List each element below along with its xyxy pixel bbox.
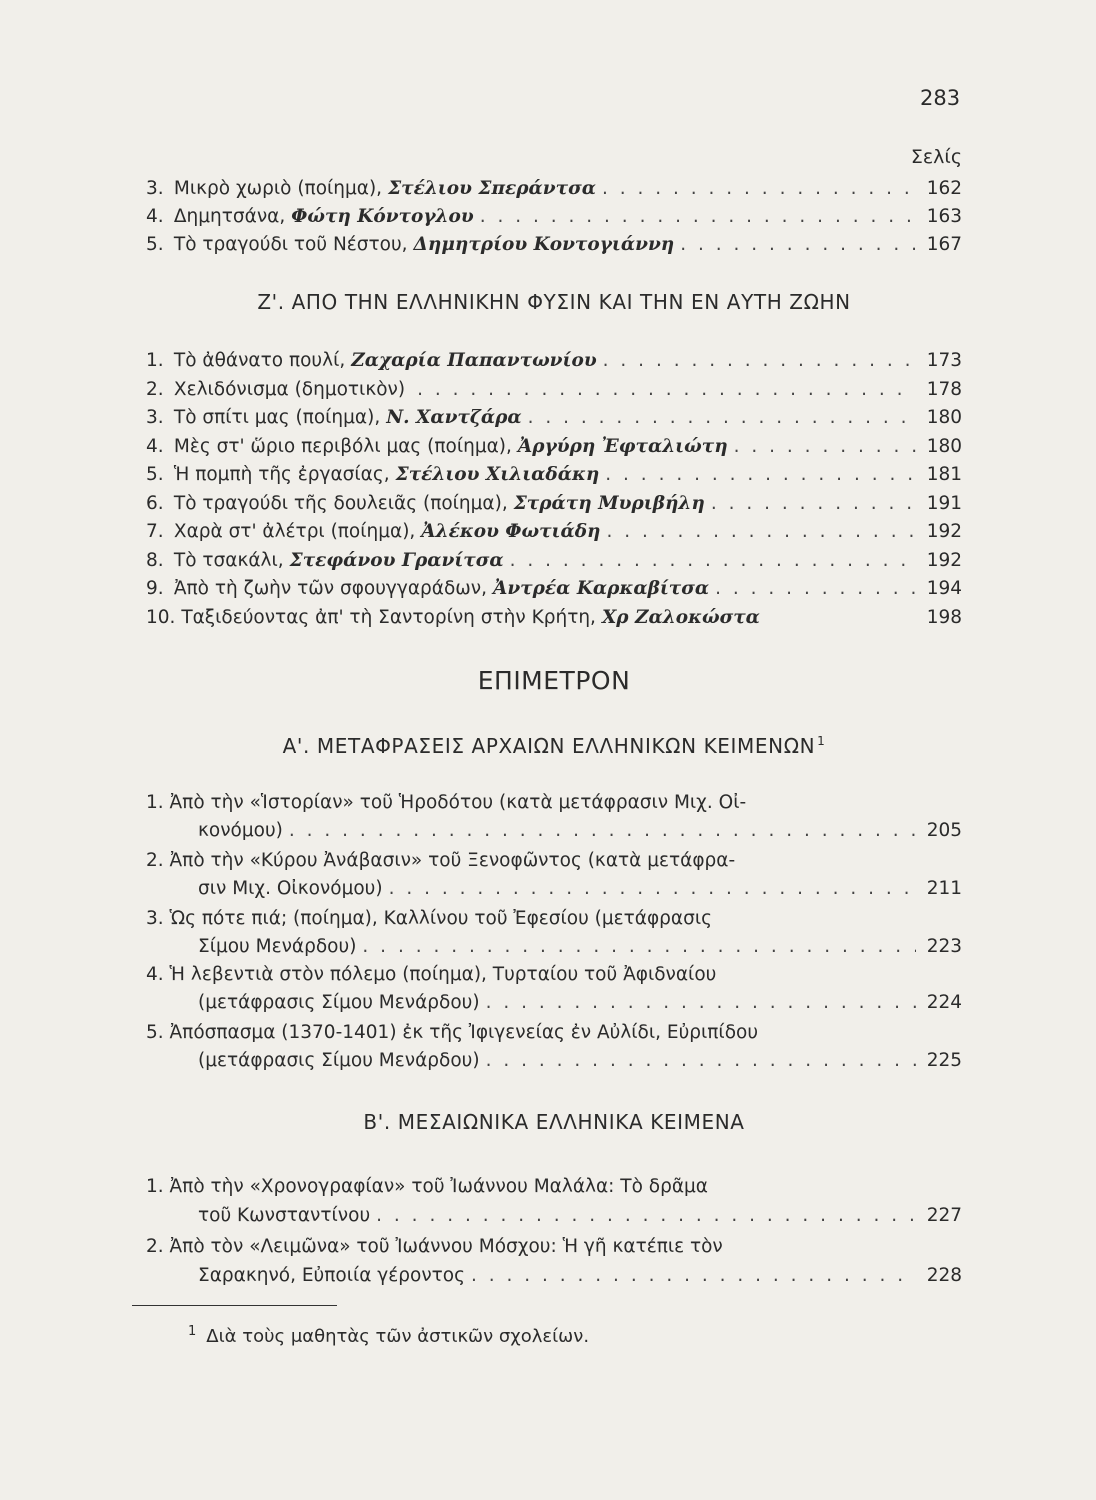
toc-entry-cont: (μετάφρασις Σίμου Μενάρδου) . . . 224	[198, 990, 962, 1016]
toc-entry-line: 3. Ὡς πότε πιά; (ποίημα), Καλλίνου τοῦ Ἐφεσίου (μετάφρασις	[146, 908, 712, 929]
epimetron-heading: ΕΠΙΜΕΤΡΟΝ	[477, 666, 631, 695]
toc-entry: 4. Μὲς στ' ὥριο περιβόλι μας (ποίημα), Ἀργύρη Ἐφταλιώτη . . . 180	[146, 434, 962, 460]
toc-entry: 3. Τὸ σπίτι μας (ποίημα), Ν. Χαντζάρα . . . 180	[146, 405, 962, 431]
toc-entry-line: 1. Ἀπὸ τὴν «Ἱστορίαν» τοῦ Ἡροδότου (κατὰ μετάφρασιν Μιχ. Οἰ-	[146, 792, 747, 813]
toc-entry-cont: Σαρακηνό, Εὐποιία γέροντος . . . 228	[198, 1263, 962, 1289]
footnote-rule	[132, 1305, 337, 1306]
footnote: $^1$ Διὰ τοὺς μαθητὰς τῶν ἀστικῶν σχολείων.	[188, 1324, 590, 1347]
toc-entry-cont: Σίμου Μενάρδου) . . . 223	[198, 934, 962, 960]
toc-entry: 9. Ἀπὸ τὴ ζωὴν τῶν σφουγγαράδων, Ἀντρέα Καρκαβίτσα . . . 194	[146, 576, 962, 602]
toc-entry-line: 4. Ἡ λεβεντιὰ στὸν πόλεμο (ποίημα), Τυρταίου τοῦ Ἀφιδναίου	[146, 964, 717, 985]
toc-entry: 10. Ταξιδεύοντας ἀπ' τὴ Σαντορίνη στὴν Κρήτη, Χρ Ζαλοκώστα 198	[146, 607, 962, 628]
toc-entry-line: 5. Ἀπόσπασμα (1370-1401) ἐκ τῆς Ἰφιγενείας ἐν Αὐλίδι, Εὐριπίδου	[146, 1022, 759, 1043]
toc-entry: 7. Χαρὰ στ' ἀλέτρι (ποίημα), Ἀλέκου Φωτιάδη . . . 192	[146, 519, 962, 545]
toc-entry: 6. Τὸ τραγούδι τῆς δουλειᾶς (ποίημα), Στράτη Μυριβήλη . . . 191	[146, 491, 962, 517]
toc-entry: 5. Τὸ τραγούδι τοῦ Νέστου, Δημητρίου Κοντογιάννη . . . 167	[146, 232, 962, 258]
toc-entry-line: 2. Ἀπὸ τὸν «Λειμῶνα» τοῦ Ἰωάννου Μόσχου: Ἡ γῆ κατέπιε τὸν	[146, 1236, 723, 1257]
toc-entry-line: 1. Ἀπὸ τὴν «Χρονογραφίαν» τοῦ Ἰωάννου Μαλάλα: Τὸ δρᾶμα	[146, 1176, 708, 1197]
toc-entry-cont: κονόμου) . . . 205	[198, 818, 962, 844]
toc-entry: 8. Τὸ τσακάλι, Στεφάνου Γρανίτσα . . . 192	[146, 548, 962, 574]
toc-entry-cont: (μετάφρασις Σίμου Μενάρδου) . . . 225	[198, 1048, 962, 1074]
toc-entry: 4. Δημητσάνα, Φώτη Κόντογλου . . . 163	[146, 204, 962, 230]
toc-entry: 3. Μικρὸ χωριὸ (ποίημα), Στέλιου Σπεράντσα . . . 162	[146, 176, 962, 202]
section-z-heading: Ζ'. ΑΠΟ ΤΗΝ ΕΛΛΗΝΙΚΗΝ ΦΥΣΙΝ ΚΑΙ ΤΗΝ ΕΝ ΑΥΤΗ ΖΩΗΝ	[257, 290, 851, 314]
toc-entry: 1. Τὸ ἀθάνατο πουλί, Ζαχαρία Παπαντωνίου . . . 173	[146, 348, 962, 374]
page-number: 283	[920, 86, 961, 110]
toc-entry-line: 2. Ἀπὸ τὴν «Κύρου Ἀνάβασιν» τοῦ Ξενοφῶντος (κατὰ μετάφρα-	[146, 850, 736, 871]
toc-entry: 5. Ἡ πομπὴ τῆς ἐργασίας, Στέλιου Χιλιαδάκη . . . 181	[146, 462, 962, 488]
toc-entry-cont: σιν Μιχ. Οἰκονόμου) . . . 211	[198, 876, 962, 902]
toc-entry: 2. Χελιδόνισμα (δημοτικὸν) . . . 178	[146, 377, 962, 403]
section-a-heading: Α'. ΜΕΤΑΦΡΑΣΕΙΣ ΑΡΧΑΙΩΝ ΕΛΛΗΝΙΚΩΝ ΚΕΙΜΕΝΩΝ $^1$	[282, 734, 826, 758]
section-b-heading: Β'. ΜΕΣΑΙΩΝΙΚΑ ΕΛΛΗΝΙΚΑ ΚΕΙΜΕΝΑ	[363, 1110, 745, 1134]
page-column-label: Σελίς	[910, 146, 962, 168]
toc-entry-cont: τοῦ Κωνσταντίνου . . . 227	[198, 1203, 962, 1229]
